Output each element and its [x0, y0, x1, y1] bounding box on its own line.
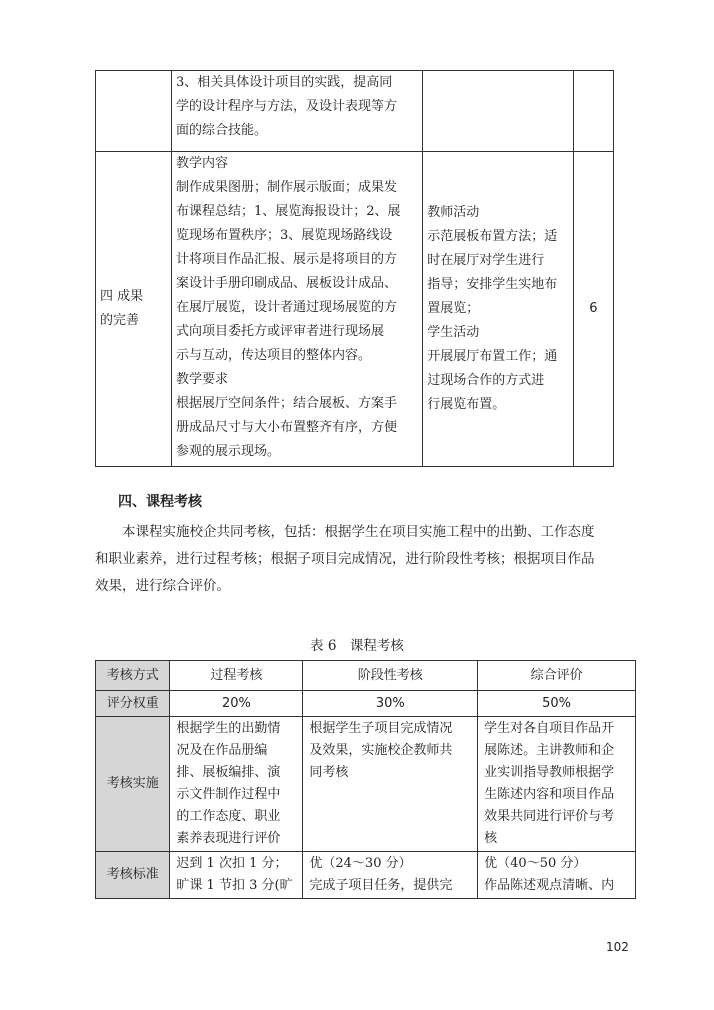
- teaching-plan-table: [95, 70, 614, 467]
- hours-cell: 6: [573, 152, 613, 467]
- header-method: 考核方式: [96, 661, 170, 691]
- header-comprehensive: 综合评价: [478, 661, 636, 691]
- hours-cell-empty: [573, 71, 613, 152]
- implementation-stage: 根据学生子项目完成情况 及效果，实施校企教师共 同考核: [303, 717, 478, 852]
- stage-cell-empty: [96, 71, 172, 152]
- standard-process: 迟到 1 次扣 1 分； 旷课 1 节扣 3 分(旷: [170, 852, 303, 899]
- content-cell: 3、相关具体设计项目的实践，提高同 学的设计程序与方法，及设计表现等方 面的综合技能。: [171, 71, 422, 152]
- weight-label: 评分权重: [96, 691, 170, 717]
- activity-cell: 教师活动 示范展板布置方法；适 时在展厅对学生进行 指导；安排学生实地布 置展览； 学生活动 开展展厅布置工作；通 过现场合作的方式进 行展览布置。: [423, 152, 574, 467]
- table-row: [96, 852, 636, 899]
- standard-comprehensive: 优（40～50 分） 作品陈述观点清晰、内: [478, 852, 636, 899]
- header-process: 过程考核: [170, 661, 303, 691]
- stage-cell: 四 成果 的完善: [96, 152, 172, 467]
- table-row: [96, 691, 636, 717]
- table-header-row: [96, 661, 636, 691]
- section-paragraph: 本课程实施校企共同考核，包括：根据学生在项目实施工程中的出勤、工作态度 和职业素养，进行过程考核；根据子项目完成情况，进行阶段性考核；根据项目作品 效果，进行综合评价。: [95, 524, 595, 594]
- table-row: [96, 717, 636, 852]
- table-row: [96, 71, 614, 152]
- weight-stage: 30%: [303, 691, 478, 717]
- standard-label: 考核标准: [96, 852, 170, 899]
- content-cell: 教学内容 制作成果图册；制作展示版面；成果发 布课程总结；1、展览海报设计；2、展 览现场布置秩序；3、展览现场路线设 计将项目作品汇报、展示是将项目的方 案设计手册印刷成品、展板设计成品、 在展厅展览，设计者通过现场展览的方 式向项目委托方或评审者进行现场展 示与互动，传达项目的整体内容。 教学要求 根据展厅空间条件；结合展板、方案手 册成品尺寸与大小布置整齐有序，方便 参观的展示现场。: [171, 152, 422, 467]
- header-stage: 阶段性考核: [303, 661, 478, 691]
- page-number: 102: [606, 940, 629, 954]
- table-caption: 表 6 课程考核: [310, 638, 404, 654]
- implementation-comprehensive: 学生对各自项目作品开 展陈述。主讲教师和企 业实训指导教师根据学 生陈述内容和项目作品 效果共同进行评价与考 核: [478, 717, 636, 852]
- standard-stage: 优（24～30 分） 完成子项目任务，提供完: [303, 852, 478, 899]
- table-row: [96, 152, 614, 467]
- section-heading: 四、课程考核: [118, 494, 202, 510]
- assessment-table: [95, 660, 636, 899]
- weight-process: 20%: [170, 691, 303, 717]
- implementation-process: 根据学生的出勤情 况及在作品册编 排、展板编排、演 示文件制作过程中 的工作态度、职业 素养表现进行评价: [170, 717, 303, 852]
- implementation-label: 考核实施: [96, 717, 170, 852]
- weight-comprehensive: 50%: [478, 691, 636, 717]
- activity-cell-empty: [423, 71, 574, 152]
